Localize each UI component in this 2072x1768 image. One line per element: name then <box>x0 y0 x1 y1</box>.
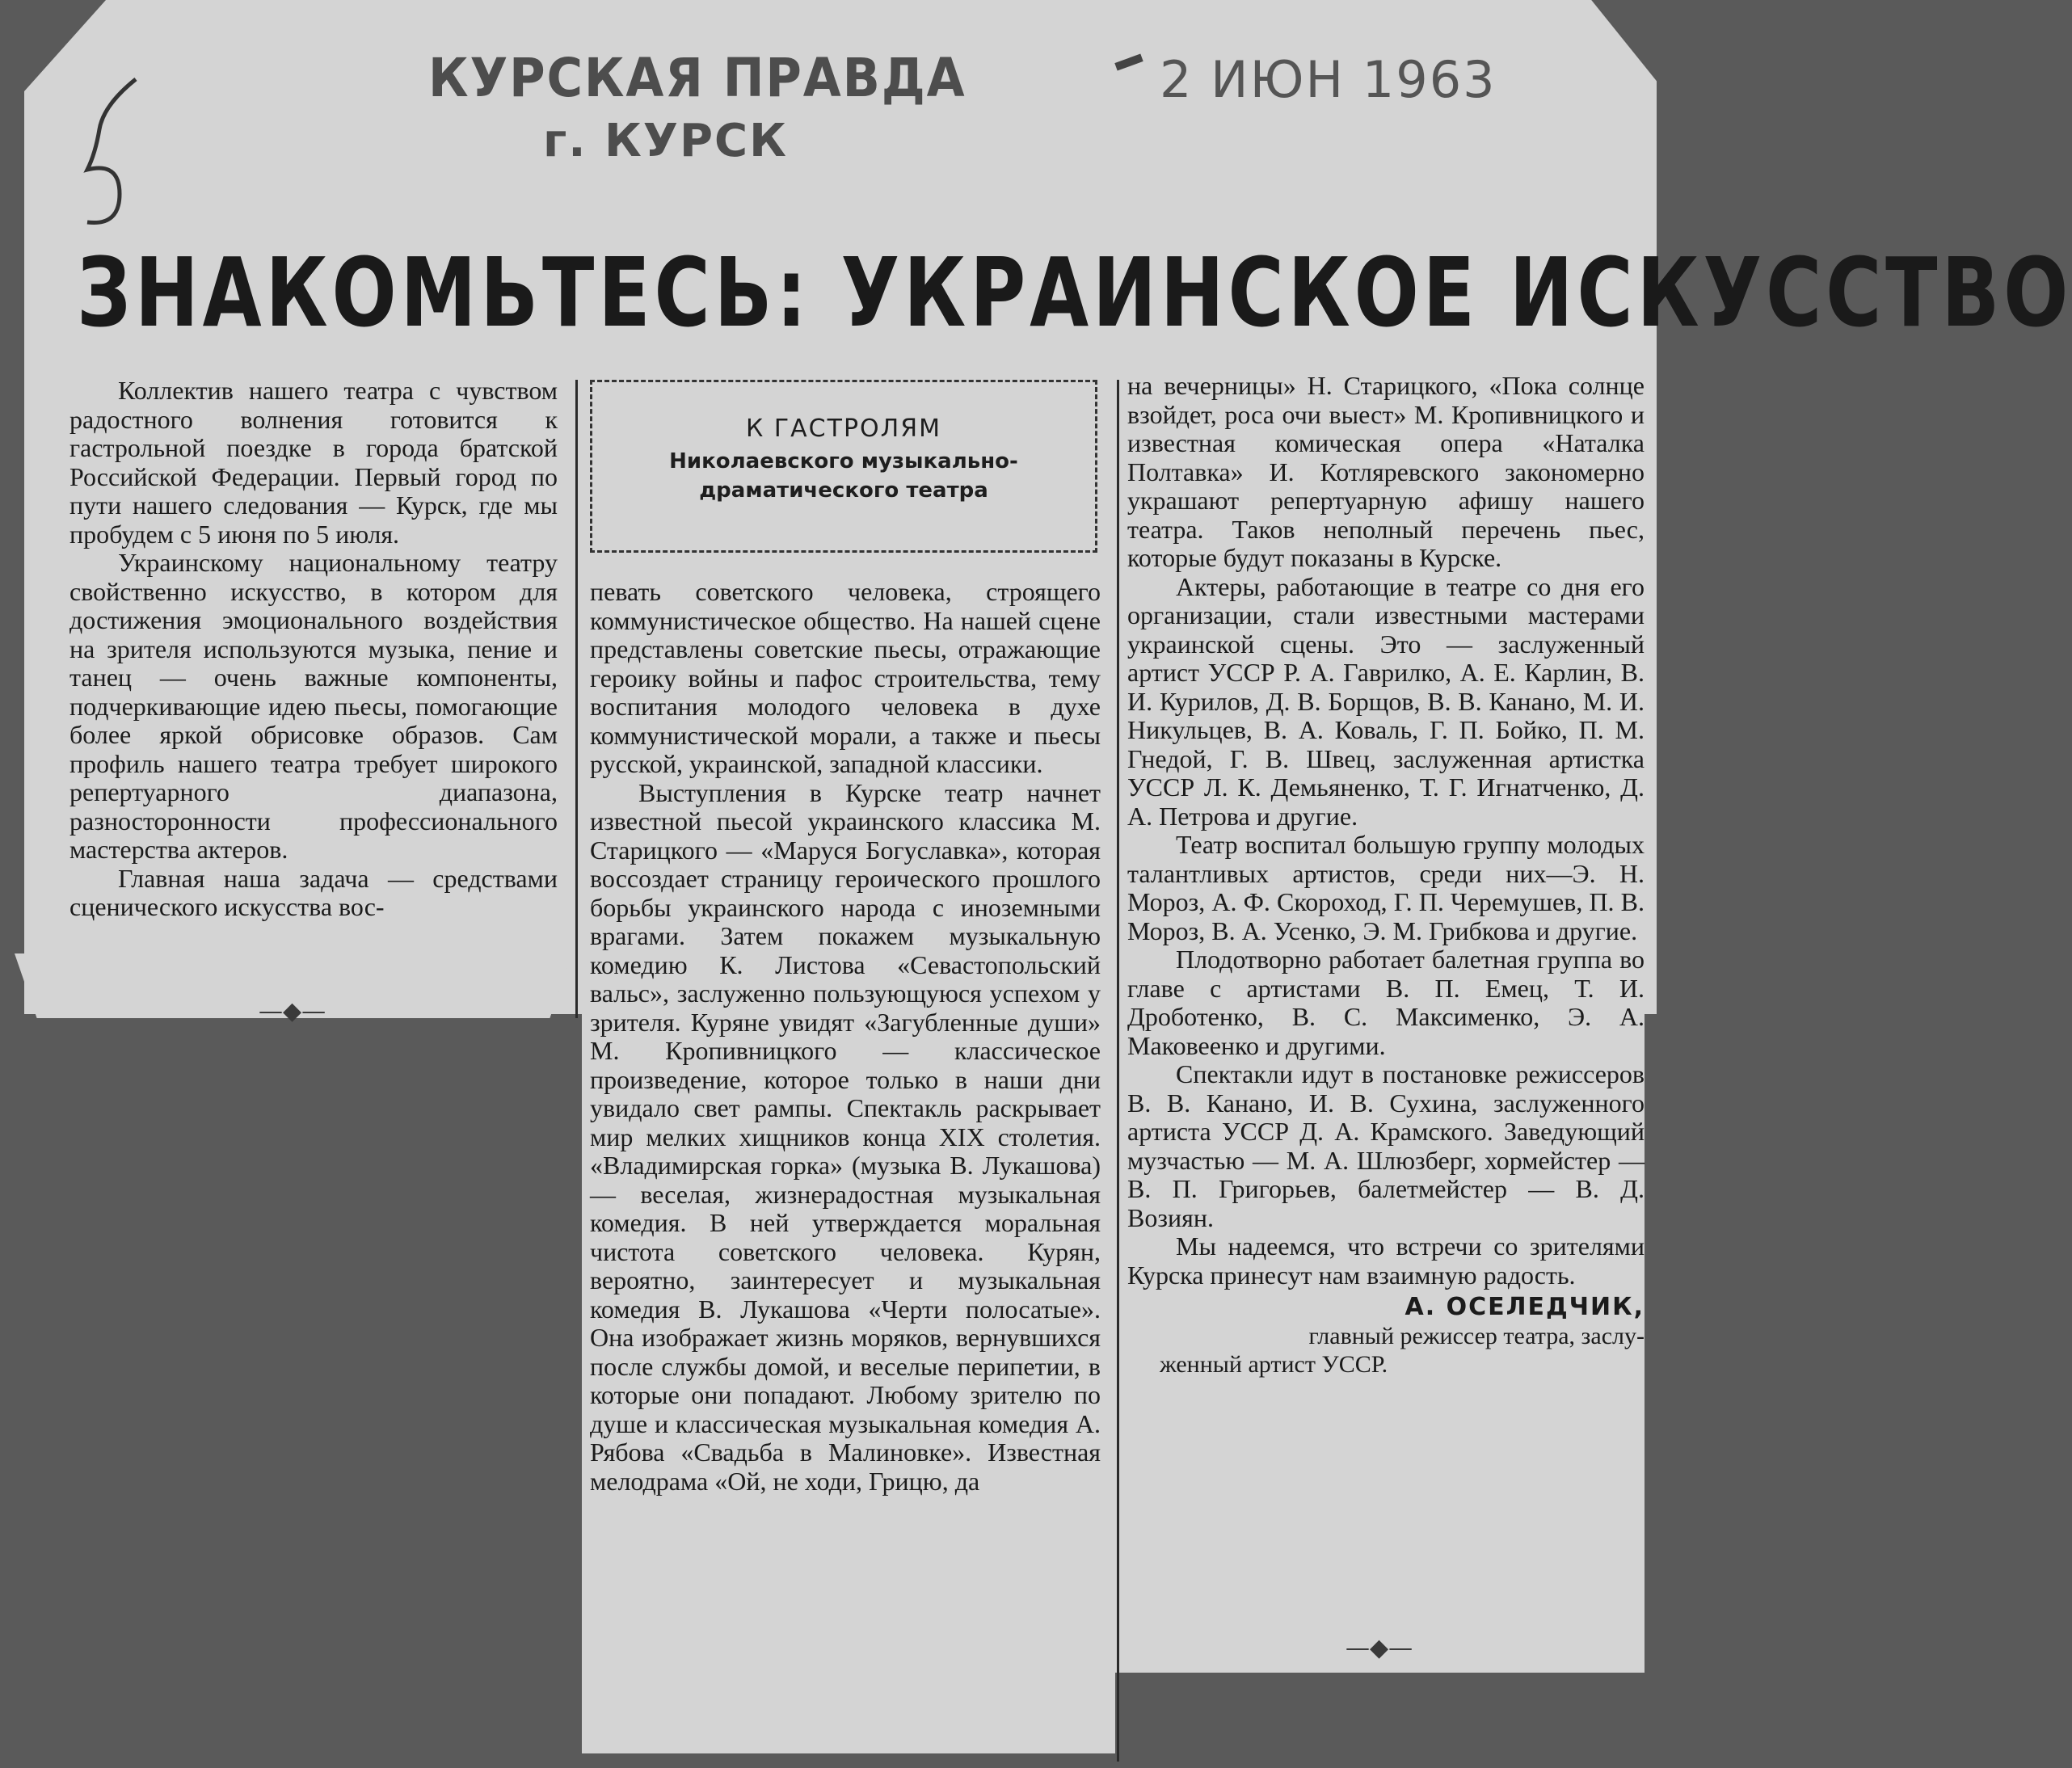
article-column-1 <box>69 377 558 922</box>
paragraph: Главная наша задача — средствами сценического искусства вос- <box>69 863 558 921</box>
handwritten-number-5 <box>71 73 144 234</box>
headline: ЗНАКОМЬТЕСЬ: УКРАИНСКОЕ ИСКУССТВО <box>77 237 2072 348</box>
column-1-ornament: —◆— <box>259 997 326 1025</box>
paragraph: Мы надеемся, что встречи со зрителями Курска принесут нам взаимную радость. <box>1127 1231 1645 1290</box>
signature-title-1: главный режиссер театра, заслу- <box>1308 1322 1645 1349</box>
city-stamp: г. КУРСК <box>543 115 788 167</box>
paragraph: Театр воспитал большую группу молодых талантливых артистов, среди них—Э. Н. Мороз, А. Ф. Скороход, Г. П. Черемушев, П. В. Мороз, В. А. Усенко, Э. М. Грибкова и другие. <box>1127 830 1645 945</box>
paragraph: на вечерницы» Н. Старицкого, «Пока солнце взойдет, роса очи выест» М. Кропивницкого и известная комическая опера «Наталка Полтавка» И. Котляревского закономерно украшают репертуарную афишу нашего театра. Таков неполный перечень пьес, которые будут показаны в Курске. <box>1127 371 1645 572</box>
paragraph: Актеры, работающие в театре со дня его организации, стали известными мастерами украинской сцены. Это — заслуженный артист УССР Р. А. Гаврилко, А. Е. Карлин, В. И. Курилов, Д. В. Борщов, В. В. Канано, М. И. Никульцев, В. А. Коваль, Г. П. Бойко, П. М. Гнедой, Г. В. Швец, заслуженная артистка УССР Л. К. Демьяненко, Т. Г. Игнатченко, Д. А. Петрова и другие. <box>1127 571 1645 831</box>
rubric-subtitle-2: драматического театра <box>699 478 988 503</box>
signature-name: А. ОСЕЛЕДЧИК, <box>1404 1293 1645 1321</box>
rubric-subtitle-1: Николаевского музыкально- <box>669 449 1018 474</box>
signature-title-2: женный артист УССР. <box>1160 1351 1388 1378</box>
end-ornament: —◆— <box>1346 1634 1413 1662</box>
article-column-3 <box>1127 372 1645 1379</box>
paragraph: Выступления в Курске театр начнет известной пьесой украинского классика М. Старицкого — «Маруся Богуславка», которая воссоздает страницу героического прошлого борьбы украинского народа с иноземными врагами. Затем покажем музыкальную комедию К. Листова «Севастопольский вальс», заслуженно пользующуюся успехом у зрителя. Куряне увидят «Загубленные души» М. Кропивницкого — классическое произведение, которое только в наши дни увидало свет рампы. Спектакль раскрывает мир мелких хищников конца XIX столетия. «Владимирская горка» (музыка В. Лукашова) — веселая, жизнерадостная музыкальная комедия. В ней утверждается моральная чистота советского человека. Курян, вероятно, заинтересует и музыкальная комедия В. Лукашова «Черти полосатые». Она изображает жизнь моряков, вернувшихся после службы домой, и веселые перипетии, в которые они попадают. Любому зрителю по душе и классическая музыкальная комедия А. Рябова «Свадьба в Малиновке». Известная мелодрама «Ой, не ходи, Грицю, да <box>590 777 1101 1496</box>
paragraph: Плодотворно работает балетная группа во главе с артистами В. П. Емец, Т. И. Дроботенко, В. С. Максименко, Э. А. Маковеенко и другими. <box>1127 945 1645 1060</box>
rubric-box <box>590 380 1097 553</box>
article-column-2 <box>590 578 1101 1496</box>
paragraph: Спектакли идут в постановке режиссеров В. В. Канано, И. В. Сухина, заслуженного артиста УССР Д. А. Крамского. Заведующий музчастью — М. А. Шлюзберг, хормейстер — В. П. Григорьев, балетмейстер — В. Д. Возиян. <box>1127 1059 1645 1232</box>
rubric-title: К ГАСТРОЛЯМ <box>746 415 941 443</box>
column-rule-2 <box>1117 380 1119 1762</box>
newspaper-stamp: КУРСКАЯ ПРАВДА <box>428 47 967 109</box>
column-rule-1 <box>575 380 578 1018</box>
paragraph: певать советского человека, строящего коммунистическое общество. На нашей сцене представлены советские пьесы, отражающие героику войны и пафос строительства, тему воспитания молодого человека в духе коммунистической морали, а также и пьесы русской, украинской, западной классики. <box>590 577 1101 778</box>
date-stamp: 2 ИЮН 1963 <box>1160 50 1497 109</box>
paragraph: Коллектив нашего театра с чувством радостного волнения готовится к гастрольной поездке в города братской Российской Федерации. Первый город по пути нашего следования — Курск, где мы пробудем с 5 июня по 5 июля. <box>69 376 558 549</box>
paragraph: Украинскому национальному театру свойственно искусство, в котором для достижения эмоционального воздействия на зрителя используются музыка, пение и танец — очень важные компоненты, подчеркивающие идею пьесы, помогающие более яркой обрисовке образов. Сам профиль нашего театра требует широкого репертуарного диапазона, разносторонности профессионального мастерства актеров. <box>69 548 558 864</box>
